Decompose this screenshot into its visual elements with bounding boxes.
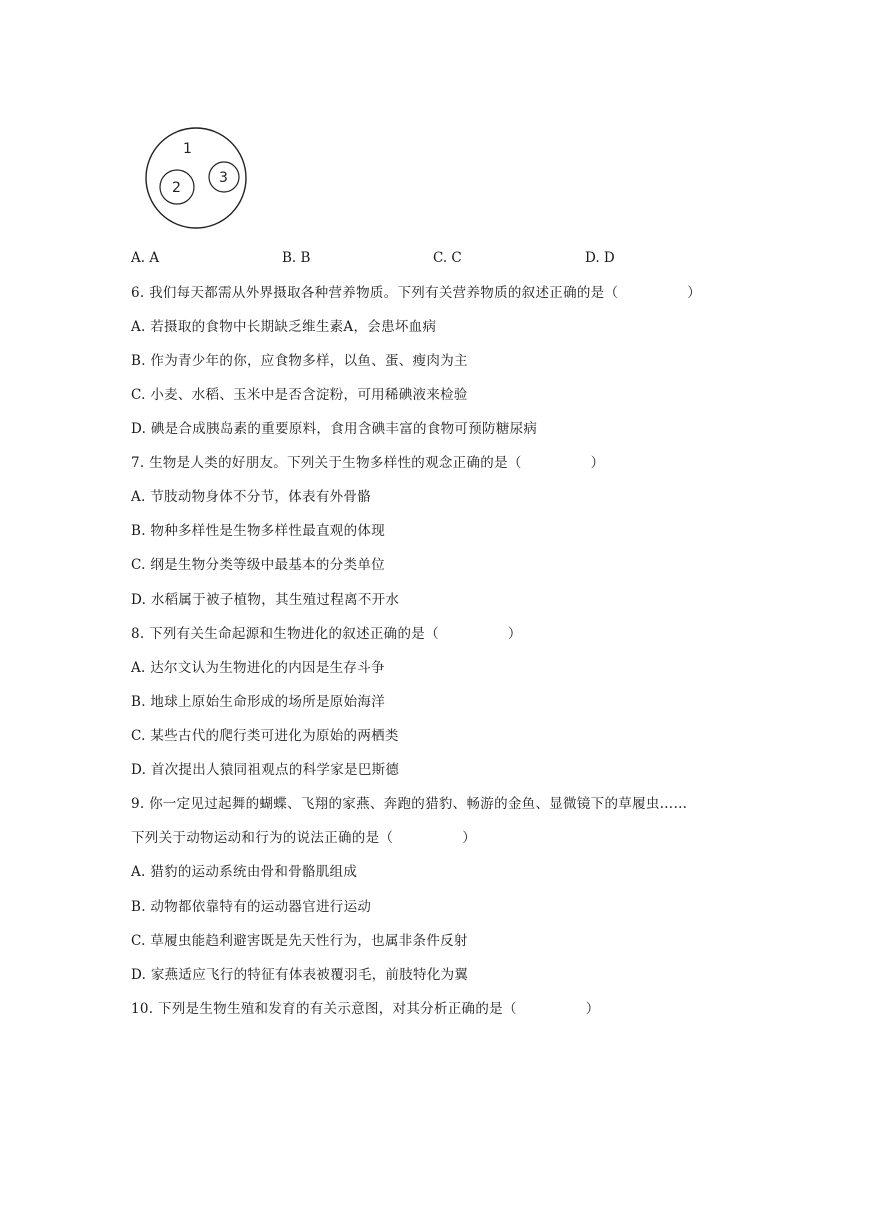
cell-diagram-svg: [144, 126, 248, 230]
question-6-option-a: A. 若摄取的食物中长期缺乏维生素A，会患坏血病: [131, 319, 437, 335]
question-9-option-a: A. 猎豹的运动系统由骨和骨骼肌组成: [131, 864, 358, 880]
question-7-option-a: A. 节肢动物身体不分节，体表有外骨骼: [131, 489, 372, 505]
question-6-stem: 6. 我们每天都需从外界摄取各种营养物质。下列有关营养物质的叙述正确的是（ ）: [131, 285, 702, 301]
question-8-option-d: D. 首次提出人猿同祖观点的科学家是巴斯德: [131, 762, 400, 778]
q5-choices: [0, 249, 869, 267]
q5-choice-d: D. D: [585, 250, 615, 266]
question-7-option-d: D. 水稻属于被子植物，其生殖过程离不开水: [131, 592, 400, 608]
inner-right-label: 3: [219, 170, 228, 186]
question-9-option-c: C. 草履虫能趋利避害既是先天性行为，也属非条件反射: [131, 933, 468, 949]
question-6-option-c: C. 小麦、水稻、玉米中是否含淀粉，可用稀碘液来检验: [131, 387, 468, 403]
q5-choice-b: B. B: [282, 250, 311, 266]
inner-left-label: 2: [172, 180, 181, 196]
question-8-option-c: C. 某些古代的爬行类可进化为原始的两栖类: [131, 728, 399, 744]
question-7-option-b: B. 物种多样性是生物多样性最直观的体现: [131, 523, 386, 539]
question-8-stem: 8. 下列有关生命起源和生物进化的叙述正确的是（ ）: [131, 626, 522, 642]
question-9-option-b: B. 动物都依靠特有的运动器官进行运动: [131, 899, 372, 915]
question-8-option-b: B. 地球上原始生命形成的场所是原始海洋: [131, 694, 386, 710]
question-6-option-d: D. 碘是合成胰岛素的重要原料，食用含碘丰富的食物可预防糖尿病: [131, 421, 538, 437]
question-9-stem-continued: 下列关于动物运动和行为的说法正确的是（ ）: [131, 830, 476, 846]
question-9-option-d: D. 家燕适应飞行的特征有体表被覆羽毛，前肢特化为翼: [131, 967, 469, 983]
question-7-stem: 7. 生物是人类的好朋友。下列关于生物多样性的观念正确的是（ ）: [131, 455, 605, 471]
cell-diagram: [144, 126, 248, 230]
outer-label: 1: [183, 141, 192, 157]
question-8-option-a: A. 达尔文认为生物进化的内因是生存斗争: [131, 660, 385, 676]
question-9-stem: 9. 你一定见过起舞的蝴蝶、飞翔的家燕、奔跑的猎豹、畅游的金鱼、显微镜下的草履虫……: [131, 796, 688, 812]
question-7-option-c: C. 纲是生物分类等级中最基本的分类单位: [131, 557, 385, 573]
q5-choice-c: C. C: [433, 250, 462, 266]
q5-choice-a: A. A: [131, 250, 160, 266]
question-6-option-b: B. 作为青少年的你，应食物多样，以鱼、蛋、瘦肉为主: [131, 353, 468, 369]
outer-circle: [146, 128, 246, 228]
question-10-stem: 10. 下列是生物生殖和发育的有关示意图，对其分析正确的是（ ）: [131, 1001, 600, 1017]
